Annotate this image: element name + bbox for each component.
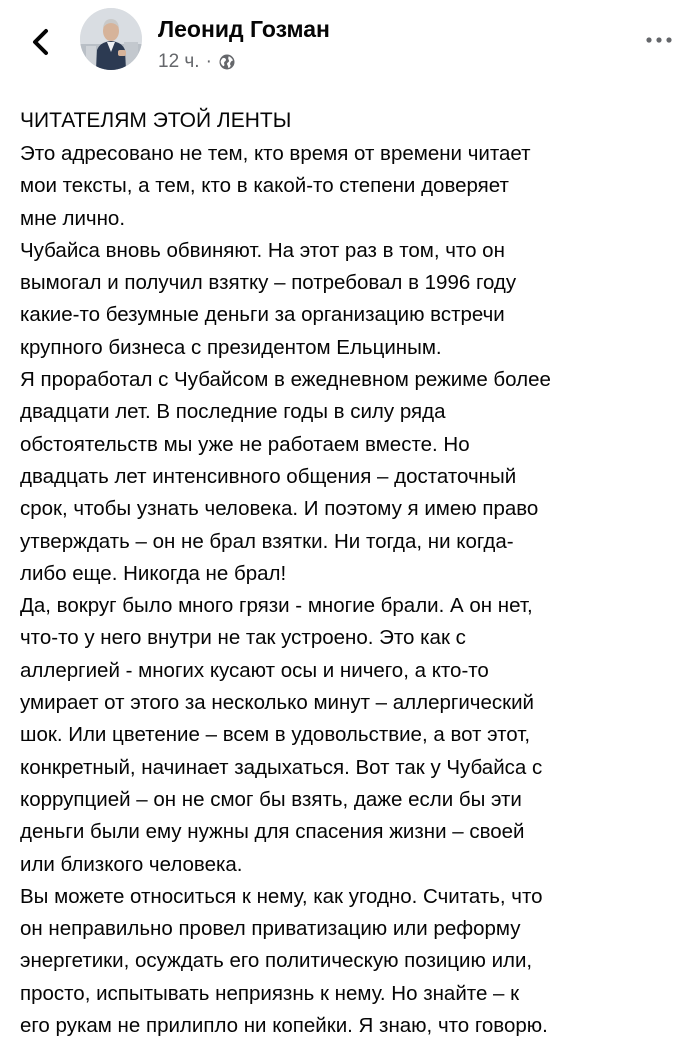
avatar-photo (80, 8, 142, 70)
post-line: крупного бизнеса с президентом Ельциным. (20, 335, 442, 359)
post-body (20, 104, 684, 1042)
post-line: какие-то безумные деньги за организацию встречи (20, 303, 505, 327)
post-line: двадцати лет. В последние годы в силу ряда (20, 400, 446, 424)
more-options-button[interactable] (642, 30, 676, 50)
post-line: утверждать – он не брал взятки. Ни тогда, ни когда- (20, 529, 514, 553)
post-timestamp[interactable]: 12 ч. (158, 51, 200, 72)
post-line: умирает от этого за несколько минут – аллергический (20, 691, 535, 715)
post-line: Это адресовано не тем, кто время от времени читает (20, 142, 531, 165)
post-line: срок, чтобы узнать человека. И поэтому я имею право (20, 497, 539, 521)
post-line: энергетики, осуждать его политическую позицию или, (20, 949, 533, 973)
post-line: просто, испытывать неприязнь к нему. Но знайте – к (20, 981, 520, 1005)
chevron-left-icon (22, 22, 62, 62)
post-line: Вы можете относиться к нему, как угодно. Считать, что (20, 884, 543, 908)
post-line: или близкого человека. (20, 852, 243, 876)
post-line: конкретный, начинает задыхаться. Вот так у Чубайса с (20, 755, 543, 779)
post-meta (158, 51, 236, 73)
post-line: обстоятельств мы уже не работаем вместе. Но (20, 432, 470, 456)
post-line: Чубайса вновь обвиняют. На этот раз в том, что он (20, 238, 505, 262)
post-line: он неправильно провел приватизацию или реформу (20, 917, 521, 941)
post-line: Да, вокруг было много грязи - многие брали. А он нет, (20, 594, 533, 618)
post-line: вымогал и получил взятку – потребовал в 1996 году (20, 271, 517, 295)
post-line: его рукам не прилипло ни копейки. Я знаю, что говорю. (20, 1014, 548, 1038)
post-line: мне лично. (20, 206, 126, 230)
post-line: мои тексты, а тем, кто в какой-то степени доверяет (20, 174, 509, 198)
avatar[interactable] (80, 8, 142, 70)
post-header (0, 0, 700, 96)
post-line: коррупцией – он не смог бы взять, даже если бы эти (20, 787, 522, 811)
post-line: что-то у него внутри не так устроено. Это как с (20, 626, 466, 650)
post-line: либо еще. Никогда не брал! (20, 561, 287, 585)
post-line: деньги были ему нужны для спасения жизни – своей (20, 820, 525, 844)
post-line: Я проработал с Чубайсом в ежедневном режиме более (20, 368, 551, 392)
meta-separator: · (205, 51, 212, 72)
post-text (20, 138, 684, 1042)
post-line: аллергией - многих кусают осы и ничего, а кто-то (20, 658, 489, 682)
ellipsis-icon (642, 30, 676, 50)
author-name[interactable]: Леонид Гозман (158, 16, 330, 42)
post-line: двадцать лет интенсивного общения – достаточный (20, 464, 517, 488)
post-line: шок. Или цветение – всем в удовольствие, а вот этот, (20, 723, 531, 747)
globe-icon[interactable] (218, 53, 236, 71)
back-button[interactable] (22, 22, 62, 62)
post-title: ЧИТАТЕЛЯМ ЭТОЙ ЛЕНТЫ (20, 109, 292, 132)
